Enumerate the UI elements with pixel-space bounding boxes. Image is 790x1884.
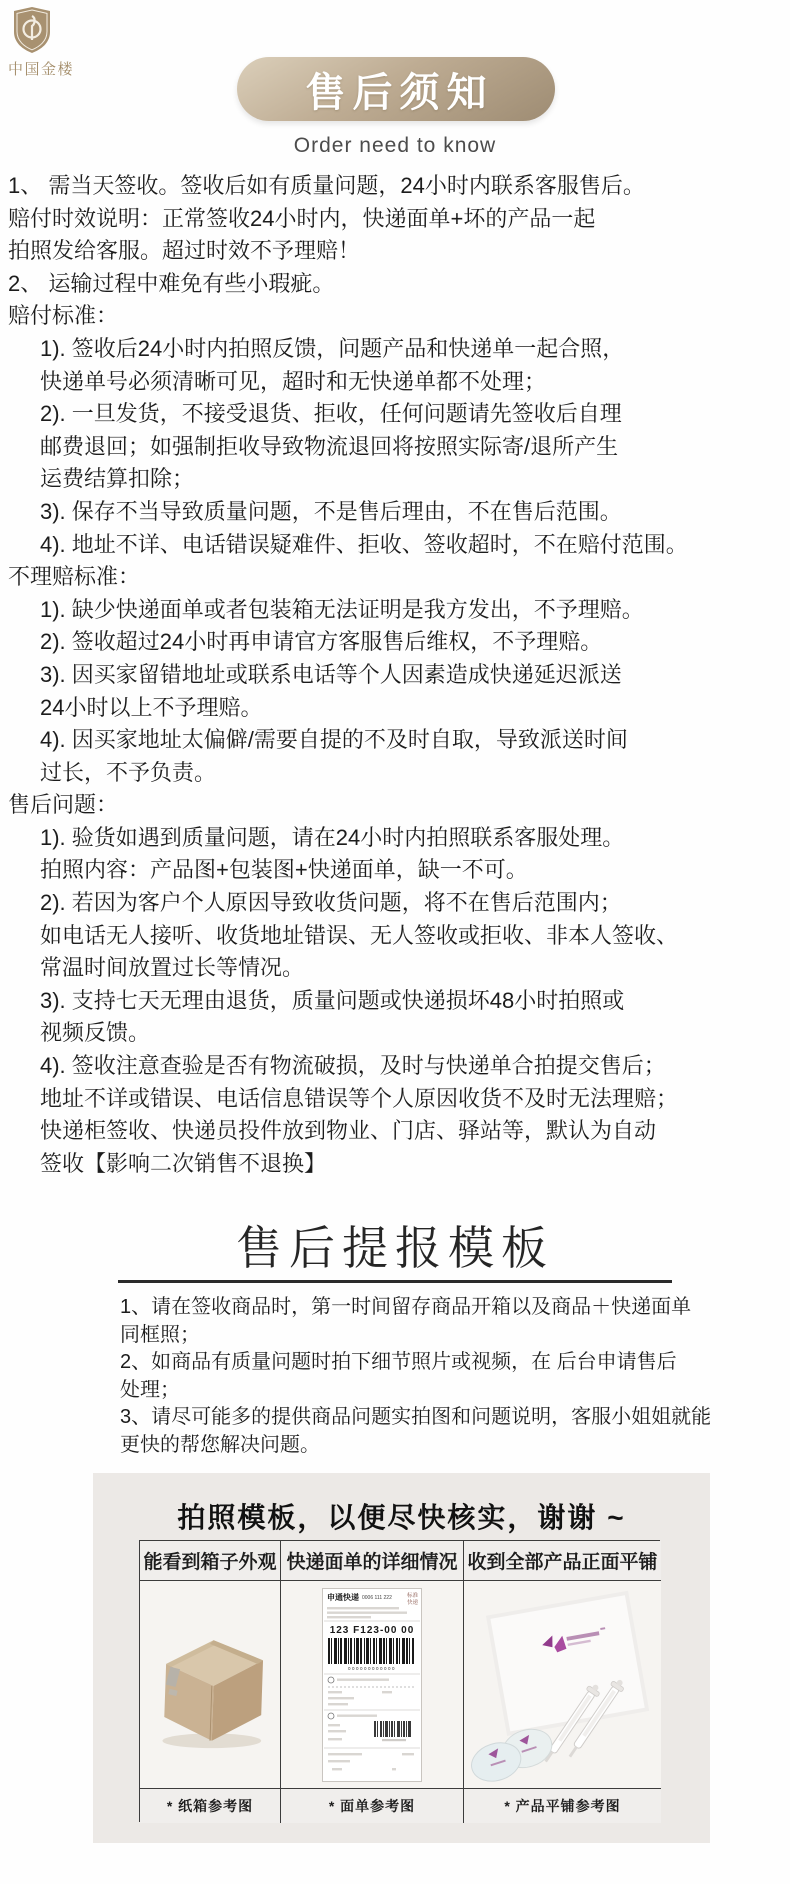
- notice-body: [0, 170, 790, 1180]
- shipping-label-photo: [281, 1581, 464, 1789]
- template-line: 2、如商品有质量问题时拍下细节照片或视频，在 后台申请售后: [120, 1351, 677, 1373]
- caption-label: * 面单参考图: [281, 1789, 464, 1823]
- barcode-digits: 000000000000: [347, 1665, 397, 1671]
- notice-line: 3). 保存不当导致质量问题，不是售后理由，不在售后范围。: [40, 498, 622, 524]
- service-type-line2: 快递: [406, 1599, 418, 1606]
- notice-line: 2、 运输过程中难免有些小瑕疵。: [8, 270, 335, 296]
- notice-line: 2). 若因为客户个人原因导致收货问题，将不在售后范围内；: [40, 890, 622, 916]
- notice-line: 售后问题：: [8, 792, 119, 818]
- table-header-label: 快递面单的详细情况: [281, 1541, 464, 1581]
- waybill-number: 0006 111 222: [362, 1594, 392, 1601]
- notice-line: 视频反馈。: [40, 1020, 151, 1046]
- notice-line: 4). 地址不详、电话错误疑难件、拒收、签收超时，不在赔付范围。: [40, 531, 688, 557]
- notice-line: 1). 验货如遇到质量问题，请在24小时内拍照联系客服处理。: [40, 824, 625, 850]
- template-line: 1、请在签收商品时，第一时间留存商品开箱以及商品＋快递面单: [120, 1296, 692, 1318]
- routing-code: 123 F123-00 00: [329, 1624, 415, 1636]
- notice-line: 运费结算扣除；: [40, 466, 195, 492]
- photo-template-box: [93, 1473, 710, 1843]
- template-line: 更快的帮您解决问题。: [120, 1433, 320, 1456]
- courier-name: 申通快递: [327, 1592, 359, 1602]
- caption-product: * 产品平铺参考图: [464, 1789, 661, 1823]
- notice-line: 地址不详或错误、电话信息错误等个人原因收货不及时无法理赔；: [40, 1085, 679, 1111]
- notice-line: 快递柜签收、快递员投件放到物业、门店、驿站等，默认为自动: [40, 1118, 657, 1144]
- page-subtitle: Order need to know: [293, 134, 497, 157]
- page-title: 售后须知: [305, 70, 494, 115]
- product-flat-lay-photo: [464, 1581, 661, 1789]
- table-header-product: 收到全部产品正面平铺: [464, 1541, 661, 1581]
- notice-line: 如电话无人接听、收货地址错误、无人签收或拒收、非本人签收、: [40, 922, 679, 948]
- template-line: 处理；: [120, 1378, 180, 1401]
- template-section-body: [120, 1294, 740, 1459]
- service-type-line1: 标准: [406, 1592, 418, 1599]
- notice-line: 拍照发给客服。超过时效不予理赔！: [8, 238, 361, 264]
- photo-template-title: 拍照模板，以便尽快核实，谢谢 ~: [177, 1502, 626, 1533]
- notice-line: 签收【影响二次销售不退换】: [40, 1150, 327, 1176]
- notice-line: 过长，不予负责。: [40, 759, 217, 785]
- template-line: 3、请尽可能多的提供商品问题实拍图和问题说明，客服小姐姐就能: [120, 1406, 712, 1428]
- shield-monogram-icon: [12, 6, 52, 54]
- notice-line: 2). 一旦发货，不接受退货、拒收，任何问题请先签收后自理: [40, 401, 622, 427]
- notice-line: 2). 签收超过24小时再申请官方客服售后维权，不予理赔。: [40, 629, 603, 655]
- title-banner: [237, 57, 555, 121]
- shipping-label-icon: [322, 1588, 422, 1782]
- notice-line: 不理赔标准：: [8, 564, 141, 590]
- notice-line: 赔付时效说明：正常签收24小时内，快递面单+坏的产品一起: [8, 205, 596, 231]
- notice-line: 快递单号必须清晰可见，超时和无快递单都不处理；: [40, 368, 547, 394]
- notice-line: 3). 支持七天无理由退货，质量问题或快递损坏48小时拍照或: [40, 987, 625, 1013]
- cardboard-box-photo: [140, 1581, 281, 1789]
- template-section-title: 售后提报模板: [236, 1222, 554, 1274]
- cardboard-box-icon: [146, 1615, 274, 1755]
- notice-line: 1). 签收后24小时内拍照反馈，问题产品和快递单一起合照，: [40, 335, 625, 361]
- notice-line: 常温时间放置过长等情况。: [40, 955, 305, 981]
- notice-line: 4). 签收注意查验是否有物流破损，及时与快递单合拍提交售后；: [40, 1053, 666, 1079]
- table-header-box: 能看到箱子外观: [140, 1541, 281, 1581]
- brand-name: 中国金楼: [8, 61, 75, 78]
- notice-line: 1、 需当天签收。签收后如有质量问题，24小时内联系客服售后。: [8, 173, 645, 198]
- brand-logo: [8, 6, 118, 79]
- section-divider: [118, 1280, 672, 1283]
- notice-line: 邮费退回；如强制拒收导致物流退回将按照实际寄/退所产生: [40, 433, 619, 459]
- notice-line: 拍照内容：产品图+包装图+快递面单，缺一不可。: [40, 857, 528, 883]
- notice-line: 24小时以上不予理赔。: [40, 694, 263, 720]
- photo-reference-table: [139, 1540, 660, 1822]
- notice-line: 4). 因买家地址太偏僻/需要自提的不及时自取，导致派送时间: [40, 727, 628, 753]
- product-flat-lay-icon: [471, 1585, 655, 1785]
- notice-line: 1). 缺少快递面单或者包装箱无法证明是我方发出，不予理赔。: [40, 596, 644, 622]
- template-line: 同框照；: [120, 1323, 200, 1346]
- notice-line: 3). 因买家留错地址或联系电话等个人因素造成快递延迟派送: [40, 661, 622, 687]
- caption-box: * 纸箱参考图: [140, 1789, 281, 1823]
- notice-line: 赔付标准：: [8, 303, 119, 329]
